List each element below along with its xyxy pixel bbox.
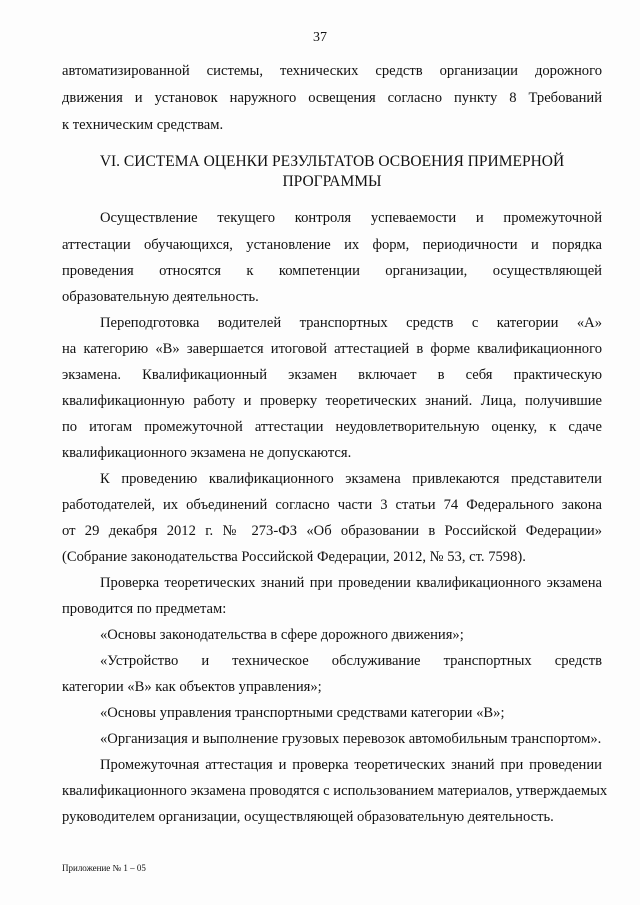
text-line: Проверка теоретических знаний при проведении квалификационного экзамена — [100, 575, 602, 591]
subject-item: «Устройство и техническое обслуживание транспортных средств — [100, 653, 602, 669]
text-line: по итогам промежуточной аттестации неудовлетворительную оценку, к сдаче — [62, 419, 602, 435]
text-line: автоматизированной системы, технических средств организации дорожного — [62, 63, 602, 79]
text-line: К проведению квалификационного экзамена привлекаются представители — [100, 471, 602, 487]
subject-item: «Основы законодательства в сфере дорожного движения»; — [100, 627, 464, 643]
text-line: Переподготовка водителей транспортных средств с категории «А» — [100, 315, 602, 331]
text-line: квалификационную работу и проверку теоретических знаний. Лица, получившие — [62, 393, 602, 409]
text-line: работодателей, их объединений согласно части 3 статьи 74 Федерального закона — [62, 497, 602, 513]
text-line: образовательную деятельность. — [62, 289, 259, 305]
text-line: к техническим средствам. — [62, 117, 224, 133]
text-line: квалификационного экзамена не допускаются. — [62, 445, 352, 461]
text-line: руководителем организации, осуществляющей образовательную деятельность. — [62, 809, 554, 825]
text-line: аттестации обучающихся, установление их форм, периодичности и порядка — [62, 237, 602, 253]
text-line: проводится по предметам: — [62, 601, 227, 617]
text-line: (Собрание законодательства Российской Федерации, 2012, № 53, ст. 7598). — [62, 549, 526, 565]
section-heading: VI. СИСТЕМА ОЦЕНКИ РЕЗУЛЬТАТОВ ОСВОЕНИЯ ПРИМЕРНОЙ — [99, 153, 565, 170]
subject-item: категории «В» как объектов управления»; — [62, 679, 322, 695]
text-line: квалификационного экзамена проводятся с использованием материалов, утверждаемых — [62, 783, 608, 799]
text-line: от 29 декабря 2012 г. № 273-ФЗ «Об образовании в Российской Федерации» — [62, 523, 602, 539]
subject-item: «Организация и выполнение грузовых перевозок автомобильным транспортом». — [100, 731, 602, 747]
footer-note: Приложение № 1 – 05 — [62, 863, 146, 873]
page-number: 37 — [313, 30, 327, 45]
text-line: движения и установок наружного освещения согласно пункту 8 Требований — [62, 90, 602, 106]
text-line: Промежуточная аттестация и проверка теоретических знаний при проведении — [100, 757, 602, 773]
text-line: проведения относятся к компетенции организации, осуществляющей — [62, 263, 602, 279]
text-line: экзамена. Квалификационный экзамен включает в себя практическую — [62, 367, 602, 383]
text-line: Осуществление текущего контроля успеваемости и промежуточной — [100, 210, 602, 226]
subject-item: «Основы управления транспортными средствами категории «В»; — [100, 705, 505, 721]
text-line: на категорию «В» завершается итоговой аттестацией в форме квалификационного — [62, 341, 602, 357]
section-heading: ПРОГРАММЫ — [282, 173, 382, 190]
